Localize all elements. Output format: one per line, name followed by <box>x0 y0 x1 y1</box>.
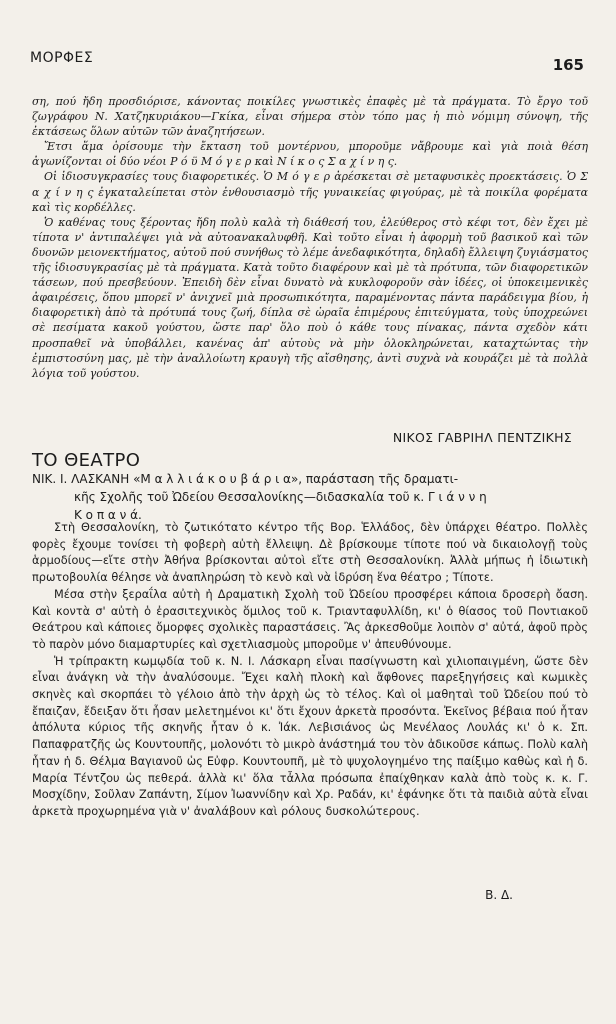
art-review-article <box>32 94 588 381</box>
article-paragraph: Ἔτσι ἅμα ὁρίσουμε τὴν ἔκταση τοῦ μοντέρνου, μποροῦμε νἄβρουμε καὶ γιὰ ποιὰ θέση ἀγωνίζονται οἱ δύο νέοι Ρ ό ϋ Μ ό γ ε ρ καὶ Ν ί κ ο ς Σ α χ ί ν η ς. <box>32 140 588 169</box>
article-paragraph: ση, πού ἤδη προσδιόρισε, κάνοντας ποικίλες γνωστικὲς ἐπαφὲς μὲ τὰ πράγματα. Τὸ ἔργο τοῦ ζωγράφου Ν. Χατζηκυριάκου—Γκίκα, εἶναι σήμερα στὸν τόπο μας ἡ πιὸ νόμιμη σύνοψη, τῆς ἐκτάσεως ὅλων αὐτῶν τῶν ἀναζητήσεων. <box>32 95 588 139</box>
page-number: 165 <box>552 56 584 74</box>
article-paragraph: Ὁ καθένας τους ξέροντας ἤδη πολὺ καλὰ τὴ διάθεσή του, ἐλεύθερος στὸ κέφι τοτ, δὲν ἔχει μὲ τίποτα ν' ἀντιπαλέψει γιὰ νὰ αὐτοανακαλυφθῆ. Καὶ τοῦτο εἶναι ἡ ἀφορμὴ τοῦ βασικοῦ καὶ τῶν δυονῶν μειονεκτήματος, αὐτοῦ πού συνήθως τὸ λέμε ἀνεδαφικότητα, δηλαδὴ ἔλλειψη ζυγιάσματος τῆς ἰδιοσυγκρασίας μὲ τὰ πράγματα. Κατὰ τοῦτο διαφέρουν καὶ μὲ τὰ πρότυπα, τῶν διαφορετικῶν τάσεων, πού πρεσβεύουν. Ἐπειδὴ δὲν εἶναι δυνατὸ νὰ κυκλοφοροῦν σὰν ἰδέες, οἱ ὑποκειμενικὲς ἀφαιρέσεις, ὅπου μπορεῖ ν' ἀνιχνεῖ μιὰ προσωπικότητα, παραμένοντας πάντα παράδειγμα βίου, ἡ διαφορετικὴ ἀπὸ τὰ πρότυπά τους ζωή, δίπλα σὲ ὡραῖα ἐπιμέρους ἐπιτεύγματα, τοὺς ὑποχρεώνει σὲ πεσίματα κακοῦ γούστου, ὥστε παρ' ὅλο ποὺ ὁ κάθε τους πίνακας, πάντα σχεδὸν κάτι προσπαθεῖ νὰ ὑποβάλλει, κανένας ἀπ' αὐτοὺς νὰ μὴν ὁλοκληρώνεται, καταχτώντας τὴν ἐμπιστοσύνη μας, μὲ τὴν ἀναλλοίωτη κραυγὴ τῆς αἴσθησης, ἀντὶ συχνὰ νὰ κουράζει μὲ τὰ πολλὰ λόγια τοῦ γούστου. <box>32 215 588 380</box>
author-signature: ΝΙΚΟΣ ΓΑΒΡΙΗΛ ΠΕΝΤΖΙΚΗΣ <box>392 430 572 445</box>
page-header <box>30 50 584 72</box>
review-heading-line: κῆς Σχολῆς τοῦ Ὠδείου Θεσσαλονίκης—διδασκαλία τοῦ κ. Γ ι ά ν ν η <box>74 490 487 504</box>
article-paragraph: Οἱ ἰδιοσυγκρασίες τους διαφορετικές. Ὁ Μ ό γ ε ρ ἀρέσκεται σὲ μεταφυσικὲς προεκτάσεις. Ὁ Σ α χ ί ν η ς ἐγκαταλείπεται στὸν ἐνθουσιασμὸ τῆς γυναικείας φιγούρας, μὲ τὰ ποικίλα φορέματα καὶ τὶς κορδέλλες. <box>32 170 588 214</box>
review-paragraph: Μέσα στὴν ξεραΐλα αὐτὴ ἡ Δραματικὴ Σχολὴ τοῦ Ὠδείου προσφέρει κάποια δροσερὴ ὄαση. Καὶ κοντὰ σ' αὐτὴ ὁ ἐρασιτεχνικὸς ὅμιλος τοῦ κ. Τριανταφυλλίδη, κι' ὁ θίασος τοῦ Ποντιακοῦ Θεάτρου καὶ κάποιες ὄμορφες σχολικὲς παραστάσεις. Ἂς ἀρκεσθοῦμε λοιπὸν σ' αὐτά, ἀφοῦ πρὸς τὸ παρὸν μόνο διαμαρτυρίες καὶ σχετλιασμοὺς μποροῦμε ν' ἀπευθύνουμε. <box>32 587 588 651</box>
review-paragraph: Στὴ Θεσσαλονίκη, τὸ ζωτικότατο κέντρο τῆς Βορ. Ἑλλάδος, δὲν ὑπάρχει θέατρο. Πολλὲς φορὲς ἔχουμε τονίσει τὴ φοβερὴ αὐτὴ ἔλλειψη. Δὲ βρίσκουμε τίποτε πού νὰ δικαιολογῇ τοὺς ἁρμοδίους—εἴτε στὴν Ἀθήνα βρίσκονται αὐτοὶ εἴτε στὴ Θεσσαλονίκη. Ἀλλὰ μήπως ἡ ἰδιωτικὴ πρωτοβουλία θέλησε νὰ ἀναπληρώση τὸ κενὸ καὶ νὰ ἱδρύση ἕνα θέατρο ; Τίποτε. <box>32 521 588 585</box>
section-heading: ΤΟ ΘΕΑΤΡΟ <box>32 450 141 471</box>
review-heading <box>32 470 588 524</box>
review-heading-line: ΝΙΚ. Ι. ΛΑΣΚΑΝΗ «Μ α λ λ ι ά κ ο υ β ά ρ ι α», παράσταση τῆς δραματι- <box>32 472 459 486</box>
review-heading-line: Κ ο π α ν ά. <box>74 508 142 522</box>
theatre-review-body <box>32 520 588 821</box>
reviewer-initials: Β. Δ. <box>485 888 513 902</box>
review-paragraph: Ἡ τρίπρακτη κωμῳδία τοῦ κ. Ν. Ι. Λάσκαρη εἶναι πασίγνωστη καὶ χιλιοπαιγμένη, ὥστε δὲν εἶναι ἀνάγκη νὰ τὴν ἀναλύσουμε. Ἔχει καλὴ πλοκὴ καὶ ἄφθονες παρεξηγήσεις καὶ κωμικὲς σκηνὲς καὶ σκορπάει τὸ γέλοιο ἀπὸ τὴν ἀρχὴ ὡς τὸ τέλος. Καὶ οἱ μαθηταὶ τοῦ Ὠδείου πού τὸ ἔπαιζαν, ἔδειξαν ὅτι ἦσαν μελετημένοι κι' ὅτι ἔχουν ἀρκετὰ προσόντα. Ἐκεῖνος βέβαια πού ἦταν ἀπόλυτα κύριος τῆς σκηνῆς ἦταν ὁ κ. Ἰάκ. Λεβισιάνος ὡς Μενέλαος Λουλάς κι' ὁ κ. Σπ. Παπαφρατζῆς ὡς Κουντουπῆς, μολονότι τὸ μικρὸ ἀνάστημά του τὸν ἀδικοῦσε κάπως. Πολὺ καλὴ ἦταν ἡ δ. Θέλμα Βαγιανοῦ ὡς Εὐφρ. Κουντουπῆ, μὲ τὸ ψυχολογημένο της παίξιμο καθὼς καὶ ἡ δ. Μαρία Τέντζου ὡς πεθερά. ἀλλὰ κι' ὅλα τἆλλα πρόσωπα ἐπαίχθηκαν καλὰ ἀπὸ τοὺς κ. κ. Γ. Μοσχίδην, Σοῦλαν Ζαπάντη, Σίμον Ἰωαννίδην καὶ Χρ. Ραδάν, κι' ἐφάνηκε ὅτι τὰ παιδιὰ αὐτὰ εἶναι ἀρκετὰ προχωρημένα γιὰ ν' ἀναλάβουν καὶ ρόλους δυσκολώτερους. <box>32 654 588 818</box>
running-title: ΜΟΡΦΕΣ <box>30 50 94 66</box>
